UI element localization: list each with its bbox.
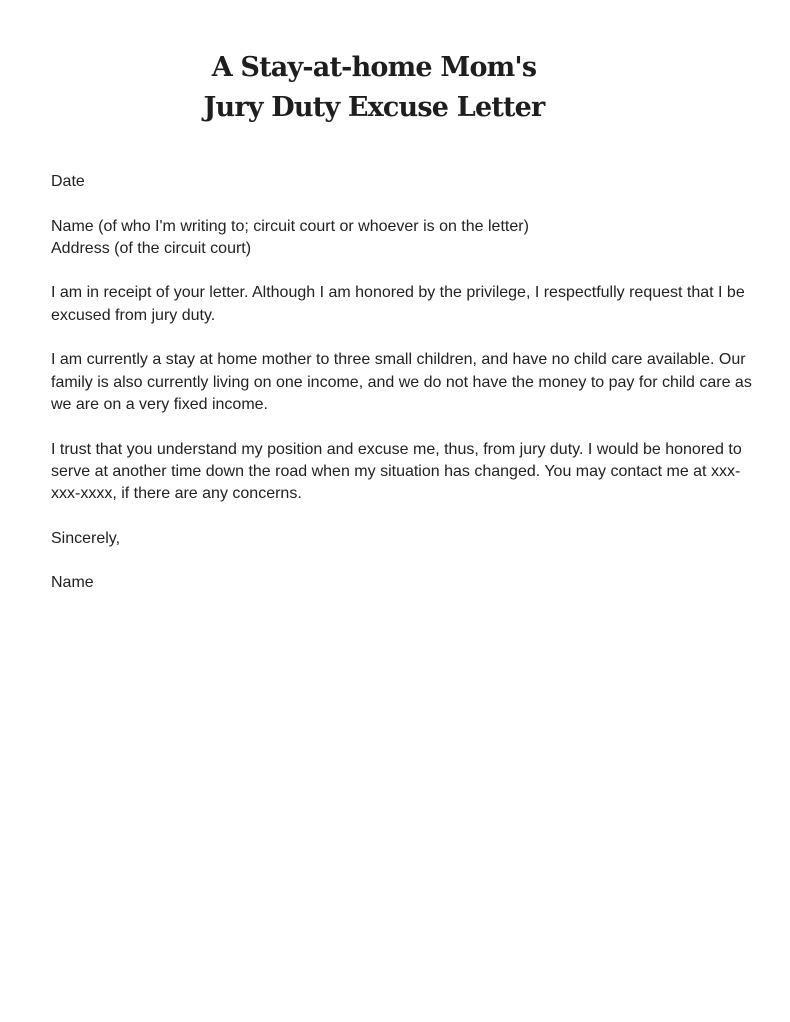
paragraph-closing — [51, 439, 771, 506]
closing-text: Sincerely, — [51, 529, 121, 547]
paragraph-line: family is also currently living on one income, and we do not have the money to pay for child care as — [51, 373, 752, 391]
date-line — [51, 171, 771, 193]
closing-salutation — [51, 528, 771, 550]
signature-line — [51, 572, 771, 594]
recipient-block — [51, 216, 771, 261]
date-text: Date — [51, 173, 85, 190]
paragraph-request — [51, 282, 771, 327]
paragraph-line: xxx-xxxx, if there are any concerns. — [51, 485, 302, 503]
letter-body — [51, 171, 771, 617]
paragraph-line: I am currently a stay at home mother to three small children, and have no child care available. Our — [51, 351, 746, 369]
paragraph-line: serve at another time down the road when my situation has changed. You may contact me at xxx- — [51, 462, 741, 480]
recipient-address: Address (of the circuit court) — [51, 239, 252, 257]
paragraph-line: I trust that you understand my position and excuse me, thus, from jury duty. I would be honored to — [51, 440, 742, 458]
signature-text: Name — [51, 574, 94, 592]
paragraph-line: excused from jury duty. — [51, 306, 216, 324]
paragraph-reason — [51, 349, 771, 416]
title-line-2: Jury Duty Excuse Letter — [203, 92, 545, 124]
page-title — [0, 48, 748, 128]
paragraph-line: I am in receipt of your letter. Although I am honored by the privilege, I respectfully request that I be — [51, 284, 745, 302]
recipient-name: Name (of who I'm writing to; circuit court or whoever is on the letter) — [51, 217, 529, 235]
paragraph-line: we are on a very fixed income. — [51, 395, 268, 413]
title-line-1: A Stay-at-home Mom's — [211, 52, 537, 84]
